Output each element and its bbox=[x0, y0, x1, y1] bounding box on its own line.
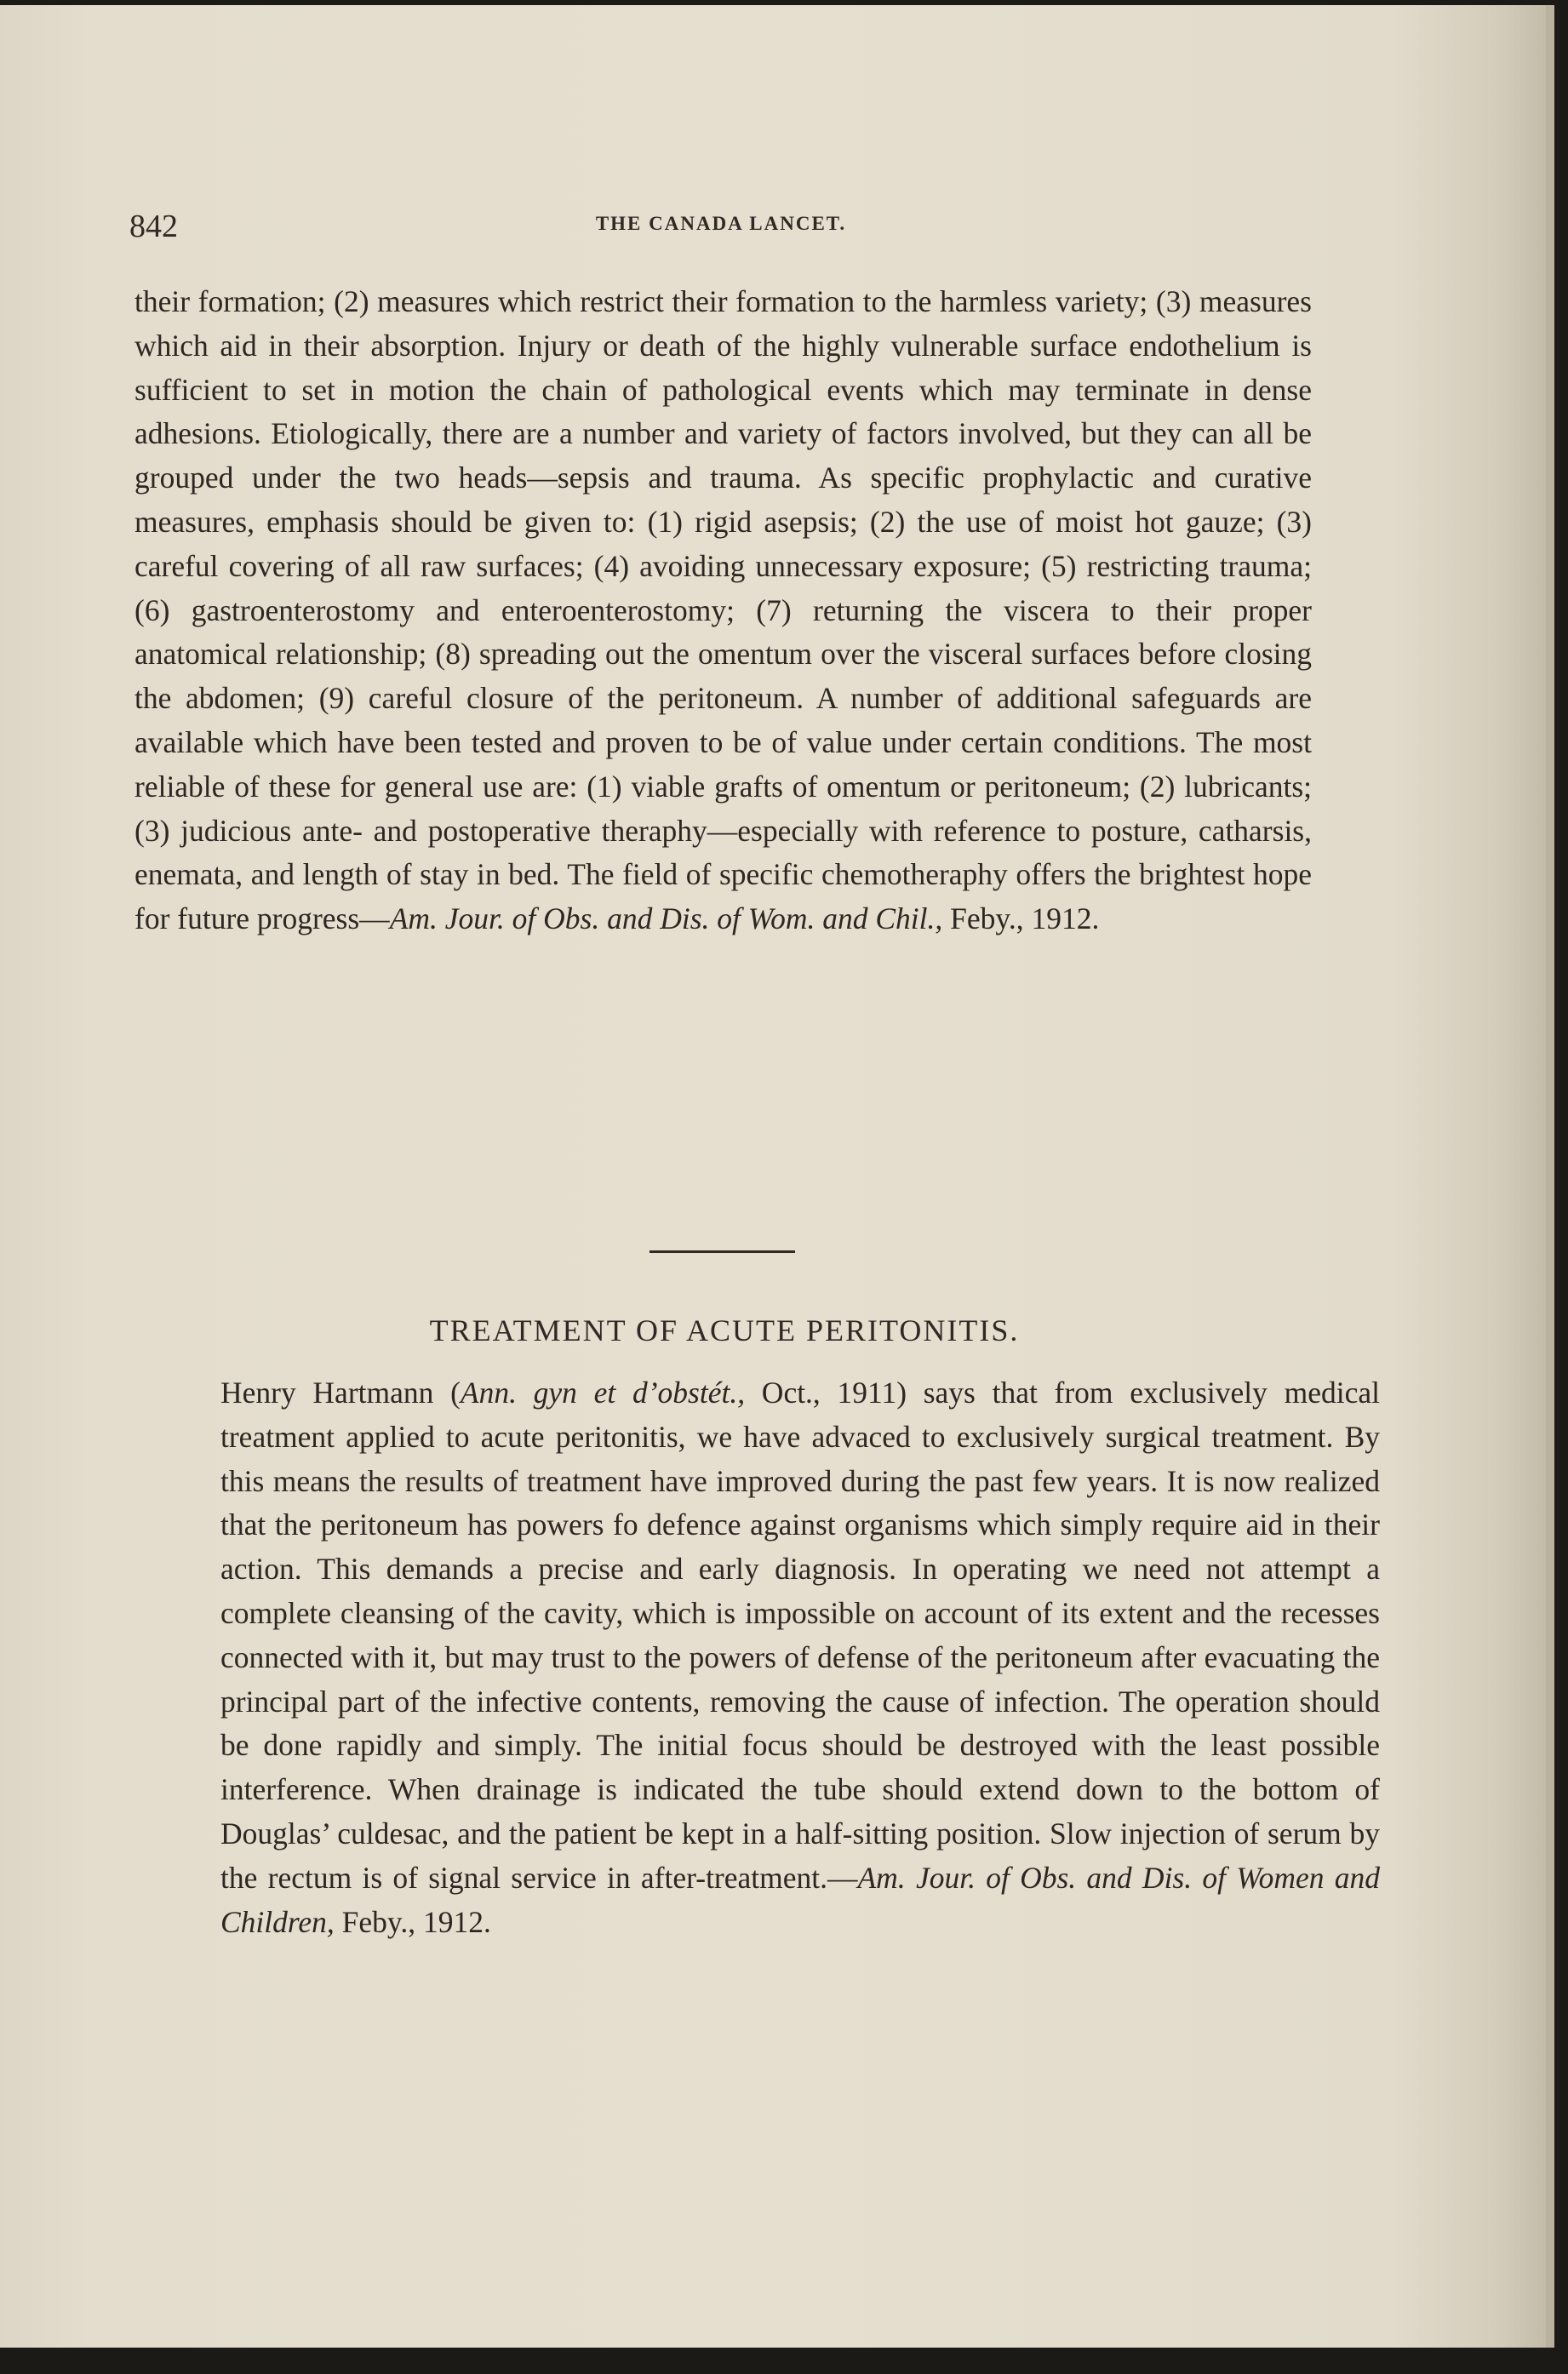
running-head: THE CANADA LANCET. bbox=[595, 213, 847, 234]
page-header bbox=[129, 208, 1313, 250]
book-page bbox=[0, 5, 1554, 2348]
paragraph-lead: Henry Hartmann ( bbox=[220, 1376, 461, 1410]
page-number: 842 bbox=[129, 209, 178, 244]
section-divider bbox=[650, 1250, 795, 1253]
journal-citation: Am. Jour. of Obs. and Dis. of Women and Children, bbox=[220, 1860, 1380, 1939]
citation-date: Feby., 1912. bbox=[334, 1904, 491, 1939]
source-citation: Ann. gyn et d’obstét., bbox=[460, 1376, 746, 1410]
paragraph-body: Oct., 1911) says that from exclusively medical treatment applied to acute peritonitis, we have advaced to exclusively surgical treatment. By this means the results of treatment have improved during the past few years. It is now realized that the peritoneum has powers fo defence against organisms which simply require aid in their action. This demands a precise and early diagnosis. In operating we need not attempt a complete cleansing of the cavity, which is impossible on account of its extent and the recesses connected with it, but may trust to the powers of defense of the peritoneum after evacuating the principal part of the infective contents, removing the cause of infection. The operation should be done rapidly and simply. The initial focus should be destroyed with the least possible interference. When drainage is indicated the tube should extend down to the bottom of Douglas’ culdesac, and the patient be kept in a half-sitting position. Slow injection of serum by the rectum is of signal service in after-treatment.— bbox=[220, 1376, 1380, 1895]
paragraph-peritonitis bbox=[153, 1371, 1380, 1944]
citation-date: Feby., 1912. bbox=[942, 901, 1100, 936]
section-heading: TREATMENT OF ACUTE PERITONITIS. bbox=[429, 1313, 1020, 1347]
journal-citation: Am. Jour. of Obs. and Dis. of Wom. and Chil., bbox=[389, 901, 943, 936]
paragraph-body: their formation; (2) measures which restrict their formation to the harmless variety; (3) measures which aid in their absorption. Injury or death of the highly vulnerable surface endothelium is sufficient to set in motion the chain of pathological events which may terminate in dense adhesions. Etiologically, there are a number and variety of factors involved, but they can all be grouped under the two heads—sepsis and trauma. As specific prophylactic and curative measures, emphasis should be given to: (1) rigid asepsis; (2) the use of moist hot gauze; (3) careful covering of all raw surfaces; (4) avoiding unnecessary exposure; (5) restricting trauma; (6) gastroenterostomy and enteroenterostomy; (7) returning the viscera to their proper anatomical relationship; (8) spreading out the omentum over the visceral surfaces before closing the abdomen; (9) careful closure of the peritoneum. A number of additional safeguards are available which have been tested and proven to be of value under certain conditions. The most reliable of these for general use are: (1) viable grafts of omentum or peritoneum; (2) lubricants; (3) judicious ante- and postoperative theraphy—especially with reference to posture, catharsis, enemata, and length of stay in bed. The field of specific chemotheraphy offers the brightest hope for future progress— bbox=[134, 284, 1312, 936]
paragraph-continued bbox=[134, 280, 1312, 941]
